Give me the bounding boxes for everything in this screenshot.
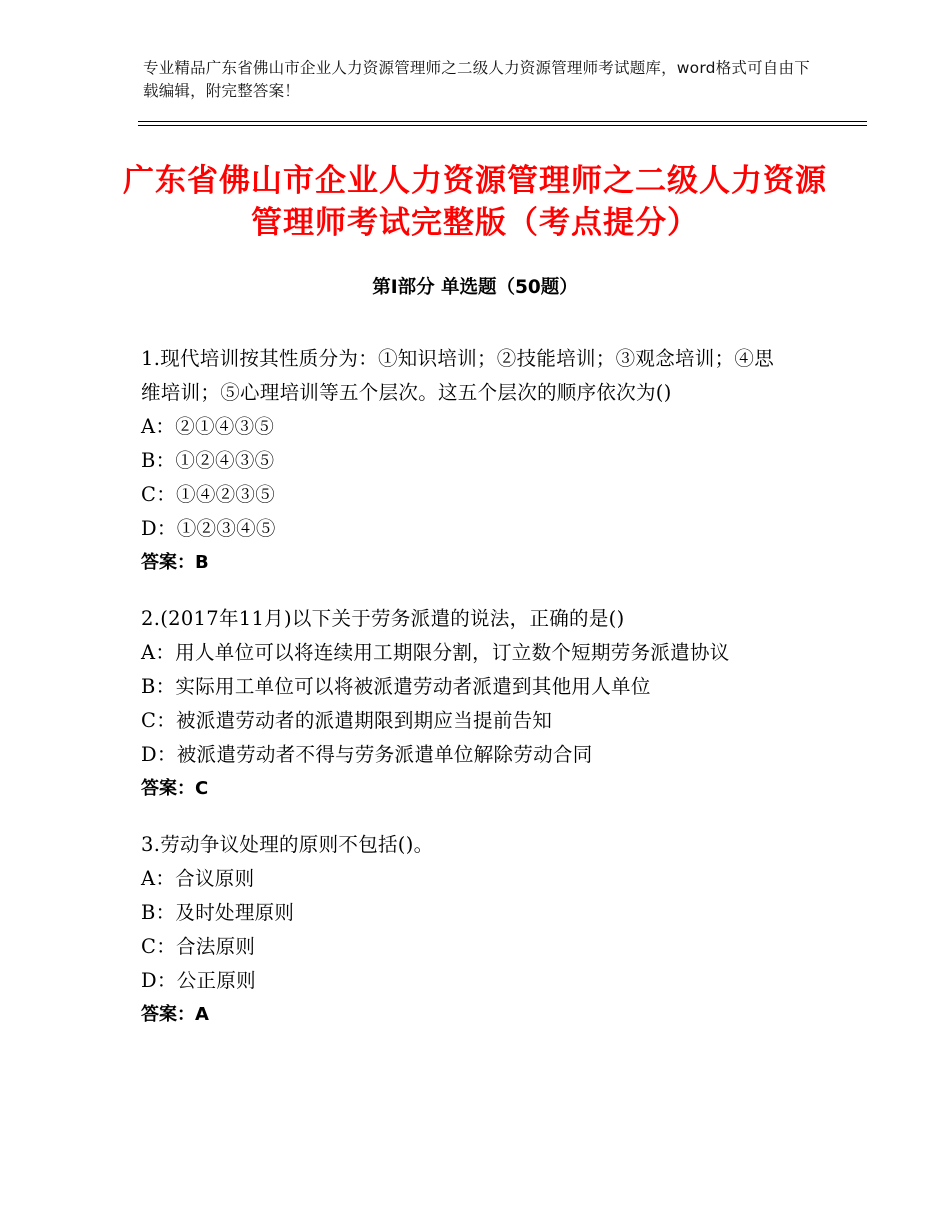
option-c: C：①④②③⑤ [141, 483, 276, 506]
option-d: D：被派遣劳动者不得与劳务派遣单位解除劳动合同 [141, 743, 593, 766]
question-stem: 3.劳动争议处理的原则不包括()。 [141, 833, 434, 856]
document-title: 广东省佛山市企业人力资源管理师之二级人力资源管理师考试完整版（考点提分） [123, 163, 827, 241]
option-c: C：合法原则 [141, 935, 256, 958]
option-c: C：被派遣劳动者的派遣期限到期应当提前告知 [141, 709, 553, 732]
option-a: A：用人单位可以将连续用工期限分割，订立数个短期劳务派遣协议 [141, 641, 730, 664]
option-a: A：合议原则 [141, 867, 255, 890]
question-1 [141, 342, 821, 580]
answer: 答案：C [141, 778, 209, 799]
question-list [141, 342, 821, 1054]
question-2 [141, 602, 821, 806]
answer: 答案：A [141, 1004, 209, 1025]
header-divider [138, 121, 867, 126]
option-b: B：①②④③⑤ [141, 449, 275, 472]
option-b: B：及时处理原则 [141, 901, 295, 924]
header-note: 专业精品广东省佛山市企业人力资源管理师之二级人力资源管理师考试题库，word格式可自由下载编辑，附完整答案！ [143, 59, 810, 100]
question-3 [141, 828, 821, 1032]
option-d: D：公正原则 [141, 969, 256, 992]
question-stem: 2.(2017年11月)以下关于劳务派遣的说法，正确的是() [141, 607, 625, 630]
option-a: A：②①④③⑤ [141, 415, 275, 438]
answer: 答案：B [141, 552, 209, 573]
option-b: B：实际用工单位可以将被派遣劳动者派遣到其他用人单位 [141, 675, 651, 698]
option-d: D：①②③④⑤ [141, 517, 276, 540]
question-stem: 1.现代培训按其性质分为：①知识培训；②技能培训；③观念培训；④思维培训；⑤心理培训等五个层次。这五个层次的顺序依次为() [141, 347, 775, 404]
section-title: 第Ⅰ部分 单选题（50题） [372, 277, 578, 298]
